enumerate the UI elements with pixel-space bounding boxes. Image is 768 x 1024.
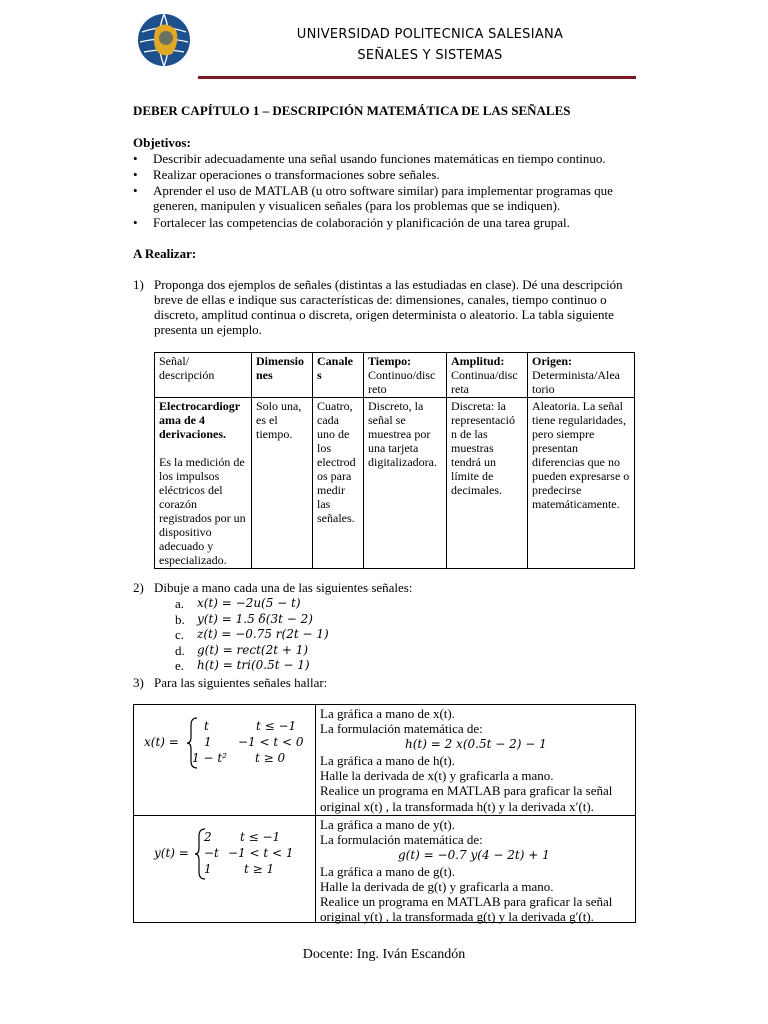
- header-rule: [198, 76, 636, 79]
- block2-formula: g(t) = −0.7 y(4 − 2t) + 1: [398, 848, 550, 862]
- q2-item-letter: a.: [175, 596, 185, 611]
- header-cell-amplitude: Amplitud: Continua/disc reta: [447, 353, 528, 398]
- block2-line: Realice un programa en MATLAB para graficar la señal: [320, 894, 613, 909]
- case-cond: t ≥ 0: [255, 751, 286, 765]
- block2-line: original y(t) , la transformada g(t) y la derivada g′(t).: [320, 909, 594, 924]
- case-cond: t ≥ 1: [244, 862, 275, 876]
- q2-item-letter: b.: [175, 612, 185, 627]
- table-header-row: [155, 353, 635, 398]
- cell-time: Discreto, la señal se muestrea por una tarjeta digitalizadora.: [364, 398, 447, 569]
- header-cell-time: Tiempo: Continuo/disc reto: [364, 353, 447, 398]
- block2-line: La gráfica a mano de y(t).: [320, 817, 455, 832]
- case-expr: 1: [204, 735, 212, 749]
- footer-teacher: Docente: Ing. Iván Escandón: [302, 947, 466, 962]
- cell-amplitude: Discreta: la representació n de las muestras tendrá un límite de decimales.: [447, 398, 528, 569]
- objectives-label: Objetivos:: [133, 135, 191, 150]
- q2-item-letter: d.: [175, 643, 185, 658]
- case-cond: −1 < t < 0: [238, 735, 304, 749]
- q2-item-expr: y(t) = 1.5 δ(3t − 2): [197, 612, 313, 626]
- header-cell-channels: Canale s: [313, 353, 364, 398]
- block2-line: La formulación matemática de:: [320, 832, 483, 847]
- university-logo: [136, 12, 192, 68]
- q1-line: Proponga dos ejemplos de señales (distintas a las estudiadas en clase). Dé una descripción: [154, 277, 623, 292]
- header-cell-origin: Origen: Determinista/Alea torio: [528, 353, 635, 398]
- cell-signal: Electrocardiogr ama de 4 derivaciones. Es la medición de los impulsos eléctricos del corazón registrados por un dispositivo adecuado y especializado.: [155, 398, 252, 569]
- case-expr: t: [204, 719, 209, 733]
- q2-item-letter: e.: [175, 658, 185, 673]
- q3-table-divider: [315, 704, 316, 923]
- block1-line: La gráfica a mano de x(t).: [320, 706, 455, 721]
- q3-number: 3): [133, 675, 144, 690]
- q1-line: discreto, amplitud continua o discreta, origen determinista o aleatorio. La tabla siguiente: [154, 307, 614, 322]
- case-cond: t ≤ −1: [240, 830, 281, 844]
- q2-text: Dibuje a mano cada una de las siguientes señales:: [154, 580, 413, 595]
- q2-item-expr: z(t) = −0.75 r(2t − 1): [197, 627, 329, 641]
- document-title: DEBER CAPÍTULO 1 – DESCRIPCIÓN MATEMÁTICA DE LAS SEÑALES: [133, 103, 571, 118]
- case-cond: t ≤ −1: [256, 719, 297, 733]
- piecewise-lhs: x(t) =: [144, 735, 179, 749]
- case-cond: −1 < t < 1: [228, 846, 294, 860]
- block1-line: Realice un programa en MATLAB para graficar la señal: [320, 783, 613, 798]
- block2-line: Halle la derivada de g(t) y graficarla a mano.: [320, 879, 554, 894]
- q2-item-expr: g(t) = rect(2t + 1): [197, 643, 309, 657]
- piecewise-lhs: y(t) =: [154, 846, 189, 860]
- header-cell-signal: Señal/ descripción: [155, 353, 252, 398]
- block1-line: La formulación matemática de:: [320, 721, 483, 736]
- example-table: [154, 352, 635, 569]
- q3-table-divider: [133, 815, 636, 816]
- tasks-label: A Realizar:: [133, 246, 197, 261]
- block1-line: original x(t) , la transformada h(t) y la derivada x′(t).: [320, 799, 594, 814]
- q1-number: 1): [133, 277, 144, 292]
- course-name: SEÑALES Y SISTEMAS: [357, 48, 503, 63]
- q2-item-expr: x(t) = −2u(5 − t): [197, 596, 301, 610]
- q1-line: presenta un ejemplo.: [154, 322, 262, 337]
- block1-line: Halle la derivada de x(t) y graficarla a mano.: [320, 768, 554, 783]
- block1-line: La gráfica a mano de h(t).: [320, 753, 455, 768]
- case-expr: 1 − t²: [192, 751, 227, 765]
- case-expr: −t: [204, 846, 219, 860]
- block1-formula: h(t) = 2 x(0.5t − 2) − 1: [405, 737, 547, 751]
- cell-origin: Aleatoria. La señal tiene regularidades, pero siempre presentan diferencias que no pueden expresarse o predecirse matemáticamente.: [528, 398, 635, 569]
- case-expr: 2: [204, 830, 212, 844]
- q2-item-letter: c.: [175, 627, 185, 642]
- header-cell-dimensions: Dimensio nes: [252, 353, 313, 398]
- case-expr: 1: [204, 862, 212, 876]
- cell-channels: Cuatro, cada uno de los electrod os para medir las señales.: [313, 398, 364, 569]
- block2-line: La gráfica a mano de g(t).: [320, 864, 455, 879]
- q1-line: breve de ellas e indique sus características de: dimensiones, canales, tiempo continuo o: [154, 292, 607, 307]
- q2-item-expr: h(t) = tri(0.5t − 1): [197, 658, 310, 672]
- university-name: UNIVERSIDAD POLITECNICA SALESIANA: [296, 27, 564, 42]
- q2-number: 2): [133, 580, 144, 595]
- cell-dimensions: Solo una, es el tiempo.: [252, 398, 313, 569]
- q3-text: Para las siguientes señales hallar:: [154, 675, 328, 690]
- table-row: [155, 398, 635, 569]
